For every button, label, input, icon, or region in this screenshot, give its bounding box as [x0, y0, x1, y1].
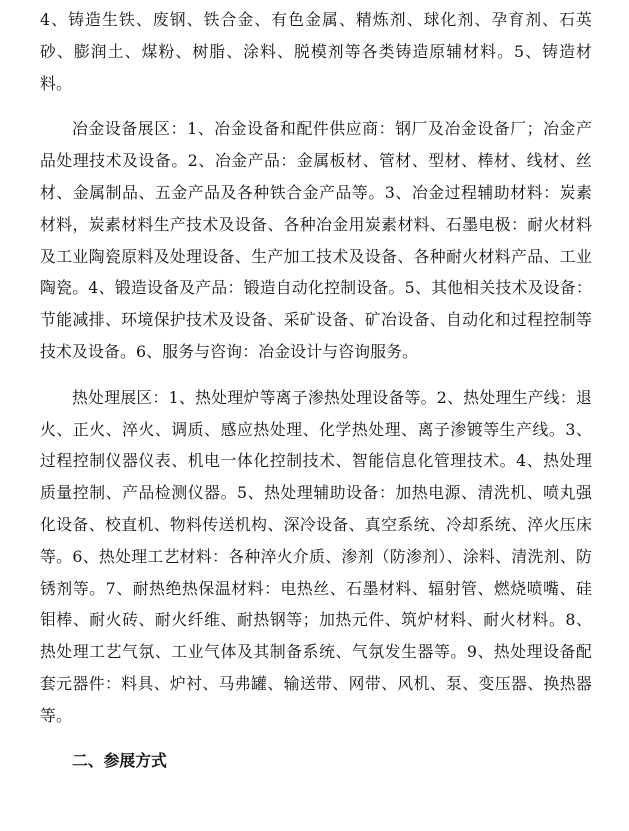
paragraph-heat-treatment-exhibition: 热处理展区：1、热处理炉等离子渗热处理设备等。2、热处理生产线：退火、正火、淬火、调质、感应热处理、化学热处理、离子渗镀等生产线。3、过程控制仪器仪表、机电一体化控制技术、智能信息化管理技术。4、热处理质量控制、产品检测仪器。5、热处理辅助设备：加热电源、清洗机、喷丸强化设备、校直机、物料传送机构、深冷设备、真空系统、冷却系统、淬火压床等。6、热处理工艺材料：各种淬火介质、渗剂（防渗剂）、涂料、清洗剂、防锈剂等。7、耐热绝热保温材料：电热丝、石墨材料、辐射管、燃烧喷嘴、硅钼棒、耐火砖、耐火纤维、耐热钢等；加热元件、筑炉材料、耐火材料。8、热处理工艺气氛、工业气体及其制备系统、气氛发生器等。9、热处理设备配套元器件：料具、炉衬、马弗罐、输送带、网带、风机、泵、变压器、换热器等。 — [40, 387, 592, 725]
paragraph-metallurgy-exhibition: 冶金设备展区：1、冶金设备和配件供应商：钢厂及冶金设备厂；冶金产品处理技术及设备。2、冶金产品：金属板材、管材、型材、棒材、线材、丝材、金属制品、五金产品及各种铁合金产品等。3、冶金过程辅助材料：炭素材料，炭素材料生产技术及设备、各种冶金用炭素材料、石墨电极：耐火材料及工业陶瓷原料及处理设备、生产加工技术及设备、各种耐火材料产品、工业陶瓷。4、锻造设备及产品：锻造自动化控制设备。5、其他相关技术及设备：节能减排、环境保护技术及设备、采矿设备、矿冶设备、自动化和过程控制等技术及设备。6、服务与咨询：冶金设计与咨询服务。 — [40, 119, 592, 361]
section-heading-participation: 二、参展方式 — [72, 750, 167, 770]
paragraph-gap — [40, 99, 592, 113]
paragraph-gap — [40, 368, 592, 382]
paragraph-casting-materials: 4、铸造生铁、废钢、铁合金、有色金属、精炼剂、球化剂、孕育剂、石英砂、膨润土、煤粉、树脂、涂料、脱模剂等各类铸造原辅材料。5、铸造材料。 — [40, 10, 592, 93]
document-body — [40, 4, 592, 776]
